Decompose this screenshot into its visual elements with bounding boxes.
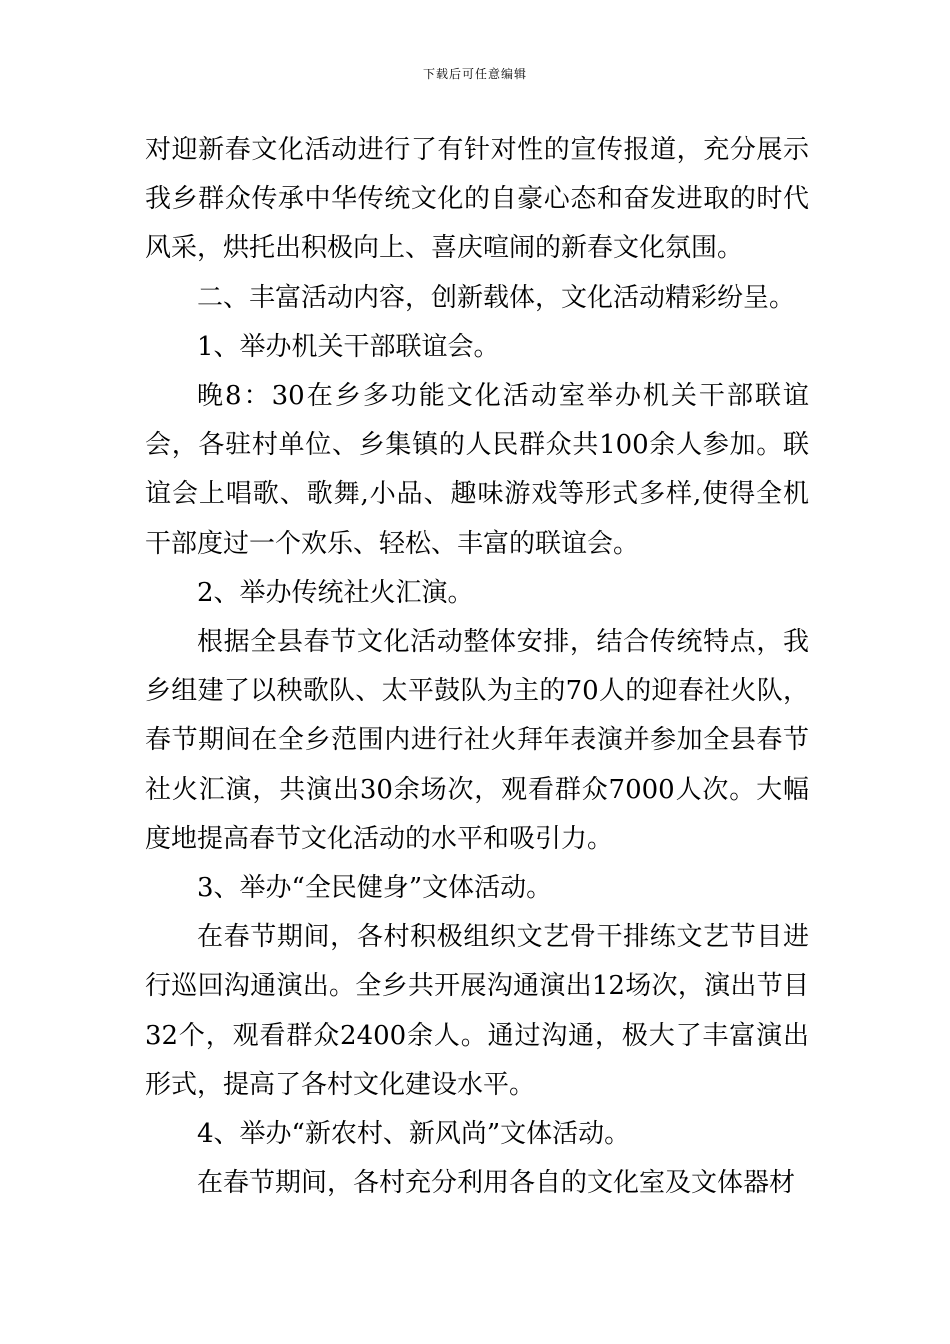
document-body (145, 126, 809, 1208)
paragraph-4: 在春节期间，各村积极组织文艺骨干排练文艺节目进行巡回沟通演出。全乡共开展沟通演出12场次，演出节目32个，观看群众2400余人。通过沟通，极大了丰富演出形式，提高了各村文化建设水平。 (145, 922, 809, 1100)
section-heading-2: 二、丰富活动内容，创新载体，文化活动精彩纷呈。 (197, 282, 796, 313)
paragraph-2: 晚8：30在乡多功能文化活动室举办机关干部联谊会，各驻村单位、乡集镇的人民群众共100余人参加。联谊会上唱歌、歌舞,小品、趣味游戏等形式多样,使得全机干部度过一个欢乐、轻松、丰富的联谊会。 (145, 381, 809, 559)
item-heading-1: 1、举办机关干部联谊会。 (197, 331, 500, 362)
item-heading-4: 4、举办“新农村、新风尚”文体活动。 (197, 1119, 631, 1150)
item-heading-2: 2、举办传统社火汇演。 (197, 577, 474, 608)
paragraph-5: 在春节期间，各村充分利用各自的文化室及文体器材 (197, 1168, 796, 1199)
paragraph-1: 对迎新春文化活动进行了有针对性的宣传报道，充分展示我乡群众传承中华传统文化的自豪心态和奋发进取的时代风采，烘托出积极向上、喜庆喧闹的新春文化氛围。 (145, 135, 809, 264)
item-heading-3: 3、举办“全民健身”文体活动。 (197, 873, 553, 904)
paragraph-3: 根据全县春节文化活动整体安排，结合传统特点，我乡组建了以秧歌队、太平鼓队为主的70人的迎春社火队，春节期间在全乡范围内进行社火拜年表演并参加全县春节社火汇演，共演出30余场次，观看群众7000人次。大幅度地提高春节文化活动的水平和吸引力。 (145, 627, 809, 854)
header-note: 下载后可任意编辑 (422, 67, 527, 81)
